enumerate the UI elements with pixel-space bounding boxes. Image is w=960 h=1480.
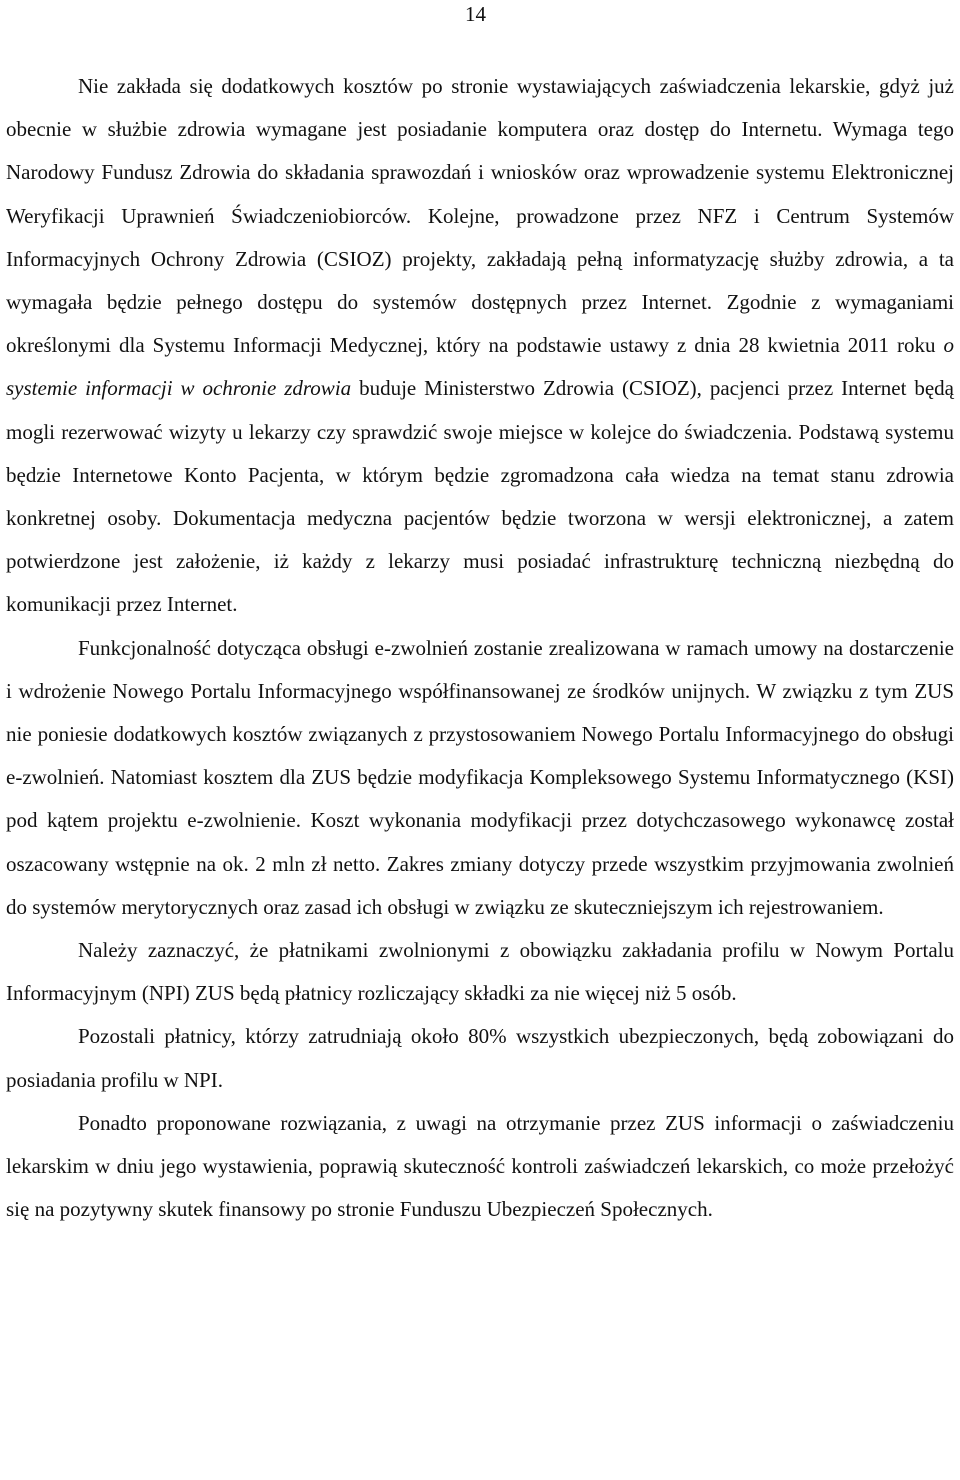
document-body: [6, 65, 954, 1231]
paragraph-other-payers: Pozostali płatnicy, którzy zatrudniają około 80% wszystkich ubezpieczonych, będą zobowiązani do posiadania profilu w NPI.: [6, 1024, 954, 1092]
page-number: 14: [465, 2, 486, 26]
paragraph-1-text-end: buduje Ministerstwo Zdrowia (CSIOZ), pacjenci przez Internet będą mogli rezerwować wizyty u lekarzy czy sprawdzić swoje miejsce w kolejce do świadczenia. Podstawą systemu będzie Internetowe Konto Pacjenta, w którym będzie zgromadzona cała wiedza na temat stanu zdrowia konkretnej osoby. Dokumentacja medyczna pacjentów będzie tworzona w wersji elektronicznej, a zatem potwierdzone jest założenie, iż każdy z lekarzy musi posiadać infrastrukturę techniczną niezbędną do komunikacji przez Internet.: [6, 376, 955, 617]
law-title-italic: o systemie informacji w ochronie zdrowia: [6, 333, 954, 401]
paragraph-zus-costs: Funkcjonalność dotycząca obsługi e-zwolnień zostanie zrealizowana w ramach umowy na dostarczenie i wdrożenie Nowego Portalu Informacyjnego współfinansowanej ze środków unijnych. W związku z tym ZUS nie poniesie dodatkowych kosztów związanych z przystosowaniem Nowego Portalu Informacyjnego do obsługi e-zwolnień. Natomiast kosztem dla ZUS będzie modyfikacja Kompleksowego Systemu Informatycznego (KSI) pod kątem projektu e-zwolnienie. Koszt wykonania modyfikacji przez dotychczasowego wykonawcę został oszacowany wstępnie na ok. 2 mln zł netto. Zakres zmiany dotyczy przede wszystkim przyjmowania zwolnień do systemów merytorycznych oraz zasad ich obsługi w związku ze skuteczniejszym ich rejestrowaniem.: [6, 635, 954, 919]
paragraph-infrastructure: [6, 65, 954, 627]
paragraph-1-text-start: Nie zakłada się dodatkowych kosztów po stronie wystawiających zaświadczenia lekarskie, gdyż już obecnie w służbie zdrowia wymagane jest posiadanie komputera oraz dostęp do Internetu. Wymaga tego Narodowy Fundusz Zdrowia do składania sprawozdań i wniosków oraz wprowadzenie systemu Elektronicznej Weryfikacji Uprawnień Świadczeniobiorców. Kolejne, prowadzone przez NFZ i Centrum Systemów Informacyjnych Ochrony Zdrowia (CSIOZ) projekty, zakładają pełną informatyzację służby zdrowia, a ta wymagała będzie pełnego dostępu do systemów dostępnych przez Internet. Zgodnie z wymaganiami określonymi dla Systemu Informacji Medycznej, który na podstawie ustawy z dnia 28 kwietnia 2011 roku: [6, 74, 954, 358]
paragraph-control-effectiveness: Ponadto proponowane rozwiązania, z uwagi na otrzymanie przez ZUS informacji o zaświadczeniu lekarskim w dniu jego wystawienia, poprawią skuteczność kontroli zaświadczeń lekarskich, co może przełożyć się na pozytywny skutek finansowy po stronie Funduszu Ubezpieczeń Społecznych.: [6, 1110, 954, 1222]
paragraph-exempt-payers: Należy zaznaczyć, że płatnikami zwolnionymi z obowiązku zakładania profilu w Nowym Portalu Informacyjnym (NPI) ZUS będą płatnicy rozliczający składki za nie więcej niż 5 osób.: [6, 938, 954, 1006]
